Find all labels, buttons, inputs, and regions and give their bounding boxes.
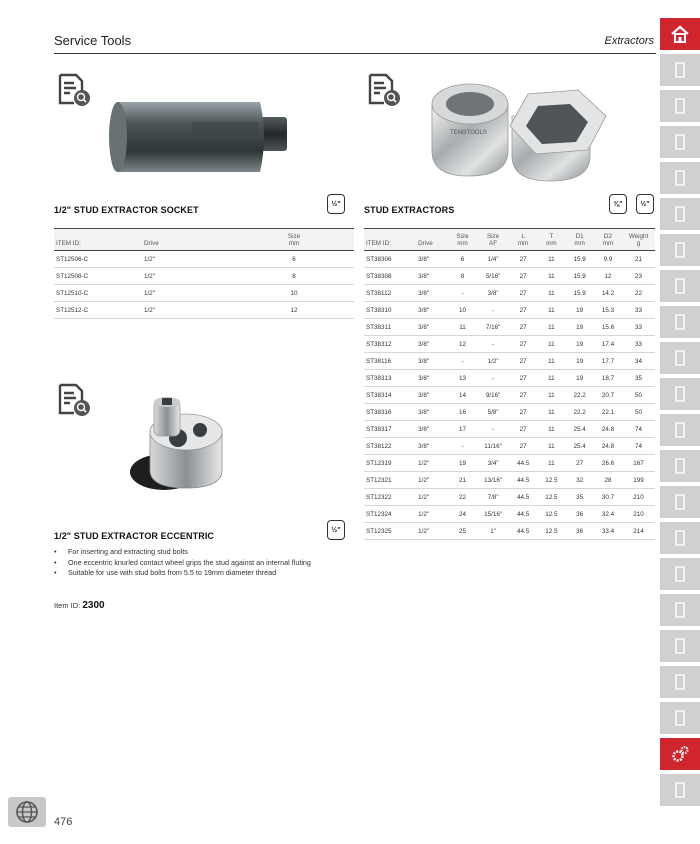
table-cell: ST12506-C	[54, 251, 142, 268]
table-cell: ST38122	[364, 438, 416, 455]
category-tab[interactable]	[660, 162, 700, 194]
table-cell: 44.5	[509, 472, 537, 489]
stud-extractor-eccentric-image	[126, 392, 236, 502]
table-cell: 13	[448, 370, 477, 387]
table-cell: 3/8"	[416, 370, 448, 387]
home-icon	[670, 24, 690, 44]
column-header: mm	[602, 240, 614, 247]
tab-icon-13	[670, 492, 690, 512]
column-header: g	[636, 240, 641, 247]
table-cell: 1/2"	[142, 251, 234, 268]
globe-button[interactable]	[8, 797, 46, 827]
extractors-spec-table	[364, 228, 655, 540]
table-cell: 11	[537, 336, 565, 353]
table-cell: 19	[448, 455, 477, 472]
column-header: AF	[489, 240, 498, 247]
table-cell: 27	[509, 319, 537, 336]
drive-size-badge: ½"	[327, 520, 345, 540]
table-cell: ST12512-C	[54, 302, 142, 319]
category-tab[interactable]	[660, 630, 700, 662]
table-cell: 15/16"	[477, 506, 509, 523]
tab-icon-4	[670, 168, 690, 188]
table-cell: 27	[509, 353, 537, 370]
category-tab[interactable]	[660, 270, 700, 302]
table-cell: 25	[448, 523, 477, 540]
category-tab[interactable]	[660, 666, 700, 698]
table-cell: 21	[448, 472, 477, 489]
table-row	[54, 285, 354, 302]
header-divider	[54, 53, 656, 54]
table-cell: 21	[622, 251, 655, 268]
table-cell: 12.5	[537, 506, 565, 523]
table-cell: 12	[234, 302, 354, 319]
table-cell: 25.4	[566, 421, 594, 438]
table-cell: 3/8"	[477, 285, 509, 302]
table-row	[364, 506, 655, 523]
table-cell: 16	[448, 404, 477, 421]
table-cell: ST38311	[364, 319, 416, 336]
gears-icon	[670, 744, 690, 764]
column-header-top: L	[521, 233, 525, 240]
item-id-value: 2300	[82, 600, 105, 611]
table-cell: 32	[566, 472, 594, 489]
table-cell: 22.2	[566, 387, 594, 404]
table-row	[364, 421, 655, 438]
table-cell: 27	[509, 251, 537, 268]
column-header-top	[54, 229, 142, 241]
category-tab[interactable]	[660, 90, 700, 122]
document-search-icon[interactable]	[56, 382, 92, 418]
column-header-top: Size	[287, 233, 301, 240]
tab-icon-16	[670, 600, 690, 620]
table-cell: 18.7	[594, 370, 622, 387]
tab-icon-21	[670, 780, 690, 800]
table-cell: 11	[537, 421, 565, 438]
table-row	[364, 353, 655, 370]
column-header: ITEM ID:	[366, 240, 391, 247]
table-cell: 210	[622, 489, 655, 506]
tab-icon-1	[670, 60, 690, 80]
table-cell: 12.5	[537, 523, 565, 540]
tab-icon-10	[670, 384, 690, 404]
tab-icon-7	[670, 276, 690, 296]
table-cell: 19	[566, 353, 594, 370]
table-cell: 199	[622, 472, 655, 489]
category-tab[interactable]	[660, 18, 700, 50]
table-cell: 32.4	[594, 506, 622, 523]
table-cell: 5/8"	[477, 404, 509, 421]
table-cell: -	[477, 421, 509, 438]
table-cell: 12	[448, 336, 477, 353]
table-row	[364, 438, 655, 455]
table-cell: 22	[622, 285, 655, 302]
category-tab[interactable]	[660, 126, 700, 158]
table-cell: 3/8"	[416, 404, 448, 421]
table-cell: 14	[448, 387, 477, 404]
table-cell: 11	[537, 285, 565, 302]
table-cell: 13/16"	[477, 472, 509, 489]
table-row	[364, 251, 655, 268]
column-header-top: D2	[603, 233, 612, 240]
table-row	[364, 523, 655, 540]
table-cell: 1/2"	[142, 302, 234, 319]
table-cell: ST12508-C	[54, 268, 142, 285]
column-header-top: T	[549, 233, 554, 240]
table-cell: 44.5	[509, 489, 537, 506]
table-cell: 44.5	[509, 506, 537, 523]
tab-icon-17	[670, 636, 690, 656]
document-search-icon[interactable]	[56, 72, 92, 108]
stud-extractors-image	[428, 76, 618, 186]
column-header-top	[364, 229, 416, 241]
category-tab[interactable]	[660, 414, 700, 446]
table-cell: ST12321	[364, 472, 416, 489]
table-cell: 36	[566, 506, 594, 523]
table-cell: 50	[622, 387, 655, 404]
tab-icon-18	[670, 672, 690, 692]
table-cell: ST38308	[364, 268, 416, 285]
table-cell: -	[477, 302, 509, 319]
globe-icon	[15, 800, 39, 824]
table-cell: -	[448, 285, 477, 302]
table-cell: 11	[537, 353, 565, 370]
table-cell: 11	[537, 268, 565, 285]
table-cell: 19	[566, 319, 594, 336]
category-tab[interactable]	[660, 306, 700, 338]
feature-list	[54, 547, 354, 579]
table-cell: 1/2"	[416, 489, 448, 506]
table-cell: 30.7	[594, 489, 622, 506]
table-cell: -	[448, 438, 477, 455]
table-cell: 3/8"	[416, 353, 448, 370]
column-header-top: Size	[486, 233, 500, 240]
socket-spec-table	[54, 228, 354, 319]
table-row	[54, 302, 354, 319]
table-cell: 36	[566, 523, 594, 540]
table-row	[364, 404, 655, 421]
table-cell: 24.8	[594, 421, 622, 438]
table-cell: 11	[537, 302, 565, 319]
table-cell: 27	[509, 302, 537, 319]
table-cell: ST12319	[364, 455, 416, 472]
tab-icon-8	[670, 312, 690, 332]
table-cell: 12	[594, 268, 622, 285]
table-cell: 17	[448, 421, 477, 438]
table-cell: 167	[622, 455, 655, 472]
table-cell: 25.4	[566, 438, 594, 455]
table-cell: 27	[509, 370, 537, 387]
table-row	[364, 319, 655, 336]
table-row	[364, 370, 655, 387]
table-cell: 5/16"	[477, 268, 509, 285]
table-cell: 7/8"	[477, 489, 509, 506]
column-header: Drive	[144, 240, 159, 247]
column-header: mm	[288, 240, 300, 247]
table-cell: 3/8"	[416, 302, 448, 319]
table-cell: 10	[234, 285, 354, 302]
table-cell: ST12324	[364, 506, 416, 523]
socket-section-title: 1/2" STUD EXTRACTOR SOCKET	[54, 205, 199, 215]
table-cell: ST38316	[364, 404, 416, 421]
category-tab[interactable]	[660, 450, 700, 482]
column-header: ITEM ID:	[56, 240, 81, 247]
category-tab-bar	[660, 18, 700, 810]
table-cell: 23	[622, 268, 655, 285]
table-row	[54, 251, 354, 268]
category-tab[interactable]	[660, 486, 700, 518]
table-cell: 22.1	[594, 404, 622, 421]
table-cell: ST12322	[364, 489, 416, 506]
category-tab[interactable]	[660, 54, 700, 86]
table-cell: 1/2"	[416, 506, 448, 523]
category-tab[interactable]	[660, 738, 700, 770]
table-cell: 6	[234, 251, 354, 268]
category-tab[interactable]	[660, 378, 700, 410]
table-cell: 12.5	[537, 489, 565, 506]
column-header: Drive	[418, 240, 433, 247]
table-cell: 28	[594, 472, 622, 489]
category-tab[interactable]	[660, 234, 700, 266]
table-cell: 33.4	[594, 523, 622, 540]
tab-icon-3	[670, 132, 690, 152]
table-cell: 1/2"	[416, 472, 448, 489]
table-cell: 11	[537, 438, 565, 455]
tab-icon-12	[670, 456, 690, 476]
tab-icon-9	[670, 348, 690, 368]
table-cell: 3/8"	[416, 387, 448, 404]
item-id-label: Item ID:	[54, 601, 81, 610]
table-cell: 27	[566, 455, 594, 472]
table-cell: 35	[622, 370, 655, 387]
table-cell: ST38313	[364, 370, 416, 387]
feature-item: • One eccentric knurled contact wheel grips the stud against an internal fluting	[54, 558, 354, 569]
table-cell: 20.7	[594, 387, 622, 404]
table-row	[364, 455, 655, 472]
table-cell: ST38112	[364, 285, 416, 302]
table-cell: 3/8"	[416, 285, 448, 302]
table-cell: 74	[622, 438, 655, 455]
table-cell: 1/2"	[142, 268, 234, 285]
table-cell: ST38314	[364, 387, 416, 404]
table-cell: 14.2	[594, 285, 622, 302]
table-cell: 214	[622, 523, 655, 540]
brand-stamp: TENGTOOLS	[450, 130, 487, 136]
table-cell: 17.4	[594, 336, 622, 353]
table-cell: 27	[509, 438, 537, 455]
table-cell: 9/16"	[477, 387, 509, 404]
table-cell: 19	[566, 370, 594, 387]
drive-size-badge: ½"	[327, 194, 345, 214]
table-cell: 27	[509, 404, 537, 421]
table-cell: 1"	[477, 523, 509, 540]
table-cell: ST38306	[364, 251, 416, 268]
page-category: Extractors	[604, 35, 654, 47]
table-cell: 74	[622, 421, 655, 438]
table-row	[364, 489, 655, 506]
table-cell: -	[477, 336, 509, 353]
table-cell: 9.9	[594, 251, 622, 268]
table-cell: 210	[622, 506, 655, 523]
table-cell: 24	[448, 506, 477, 523]
eccentric-section-title: 1/2" STUD EXTRACTOR ECCENTRIC	[54, 531, 215, 541]
table-cell: ST38116	[364, 353, 416, 370]
table-cell: 11/16"	[477, 438, 509, 455]
tab-icon-11	[670, 420, 690, 440]
category-tab[interactable]	[660, 774, 700, 806]
table-cell: 34	[622, 353, 655, 370]
table-cell: 7/16"	[477, 319, 509, 336]
table-row	[364, 285, 655, 302]
tab-icon-2	[670, 96, 690, 116]
table-cell: 3/8"	[416, 268, 448, 285]
table-cell: 3/4"	[477, 455, 509, 472]
table-cell: 3/8"	[416, 438, 448, 455]
table-cell: 1/2"	[416, 455, 448, 472]
category-tab[interactable]	[660, 594, 700, 626]
table-cell: 33	[622, 319, 655, 336]
tab-icon-5	[670, 204, 690, 224]
page-number: 476	[54, 816, 73, 828]
table-cell: 27	[509, 387, 537, 404]
table-cell: 27	[509, 336, 537, 353]
table-cell: 6	[448, 251, 477, 268]
table-cell: 8	[448, 268, 477, 285]
table-cell: 27	[509, 285, 537, 302]
table-row	[364, 302, 655, 319]
column-header: mm	[574, 240, 585, 247]
table-cell: 1/4"	[477, 251, 509, 268]
table-cell: 11	[537, 319, 565, 336]
table-cell: 19	[566, 302, 594, 319]
table-cell: 19	[566, 336, 594, 353]
feature-item: • Suitable for use with stud bolts from 5.5 to 19mm diameter thread	[54, 568, 354, 579]
tab-icon-14	[670, 528, 690, 548]
table-cell: 50	[622, 404, 655, 421]
table-row	[364, 336, 655, 353]
table-row	[364, 268, 655, 285]
table-cell: ST38312	[364, 336, 416, 353]
table-cell: 3/8"	[416, 336, 448, 353]
column-header-top: D1	[575, 233, 584, 240]
table-cell: 1/2"	[477, 353, 509, 370]
table-cell: ST38317	[364, 421, 416, 438]
table-cell: 22	[448, 489, 477, 506]
table-cell: 27	[509, 421, 537, 438]
item-id	[54, 600, 105, 611]
table-cell: 15.9	[566, 285, 594, 302]
table-row	[54, 268, 354, 285]
feature-item: • For inserting and extracting stud bolts	[54, 547, 354, 558]
table-cell: 44.5	[509, 523, 537, 540]
column-header-top	[416, 229, 448, 241]
table-cell: 11	[537, 251, 565, 268]
tab-icon-15	[670, 564, 690, 584]
table-cell: 8	[234, 268, 354, 285]
drive-size-badge-1-2: ½"	[636, 194, 654, 214]
category-tab[interactable]	[660, 198, 700, 230]
category-tab[interactable]	[660, 558, 700, 590]
table-cell: ST12325	[364, 523, 416, 540]
table-cell: 1/2"	[416, 523, 448, 540]
table-cell: 3/8"	[416, 251, 448, 268]
category-tab[interactable]	[660, 522, 700, 554]
table-cell: 15.6	[594, 319, 622, 336]
table-cell: 33	[622, 336, 655, 353]
table-cell: -	[448, 353, 477, 370]
table-cell: 11	[537, 455, 565, 472]
table-cell: 12.5	[537, 472, 565, 489]
column-header-top: Weight	[628, 233, 649, 240]
category-tab[interactable]	[660, 342, 700, 374]
table-cell: 33	[622, 302, 655, 319]
column-header-top: Size	[456, 233, 469, 240]
table-cell: 22.2	[566, 404, 594, 421]
table-cell: 10	[448, 302, 477, 319]
category-tab[interactable]	[660, 702, 700, 734]
column-header-top	[142, 229, 234, 241]
table-cell: ST38310	[364, 302, 416, 319]
table-cell: ST12510-C	[54, 285, 142, 302]
extractors-section-title: STUD EXTRACTORS	[364, 205, 455, 215]
table-cell: 3/8"	[416, 421, 448, 438]
table-cell: 3/8"	[416, 319, 448, 336]
column-header: mm	[517, 240, 529, 247]
table-row	[364, 387, 655, 404]
table-cell: 11	[448, 319, 477, 336]
document-search-icon[interactable]	[366, 72, 402, 108]
table-cell: 24.8	[594, 438, 622, 455]
table-cell: 11	[537, 370, 565, 387]
page-title: Service Tools	[54, 33, 132, 48]
table-row	[364, 472, 655, 489]
table-cell: 11	[537, 387, 565, 404]
table-cell: 44.5	[509, 455, 537, 472]
table-cell: 15.9	[566, 251, 594, 268]
table-cell: 11	[537, 404, 565, 421]
table-cell: 27	[509, 268, 537, 285]
table-cell: 15.9	[566, 268, 594, 285]
tab-icon-19	[670, 708, 690, 728]
stud-extractor-socket-image	[100, 92, 300, 182]
table-cell: 17.7	[594, 353, 622, 370]
table-cell: 15.3	[594, 302, 622, 319]
table-cell: -	[477, 370, 509, 387]
table-cell: 26.6	[594, 455, 622, 472]
table-cell: 1/2"	[142, 285, 234, 302]
column-header: mm	[457, 240, 468, 247]
drive-size-badge-3-8: ⅜"	[609, 194, 627, 214]
column-header: mm	[546, 240, 557, 247]
table-cell: 35	[566, 489, 594, 506]
tab-icon-6	[670, 240, 690, 260]
